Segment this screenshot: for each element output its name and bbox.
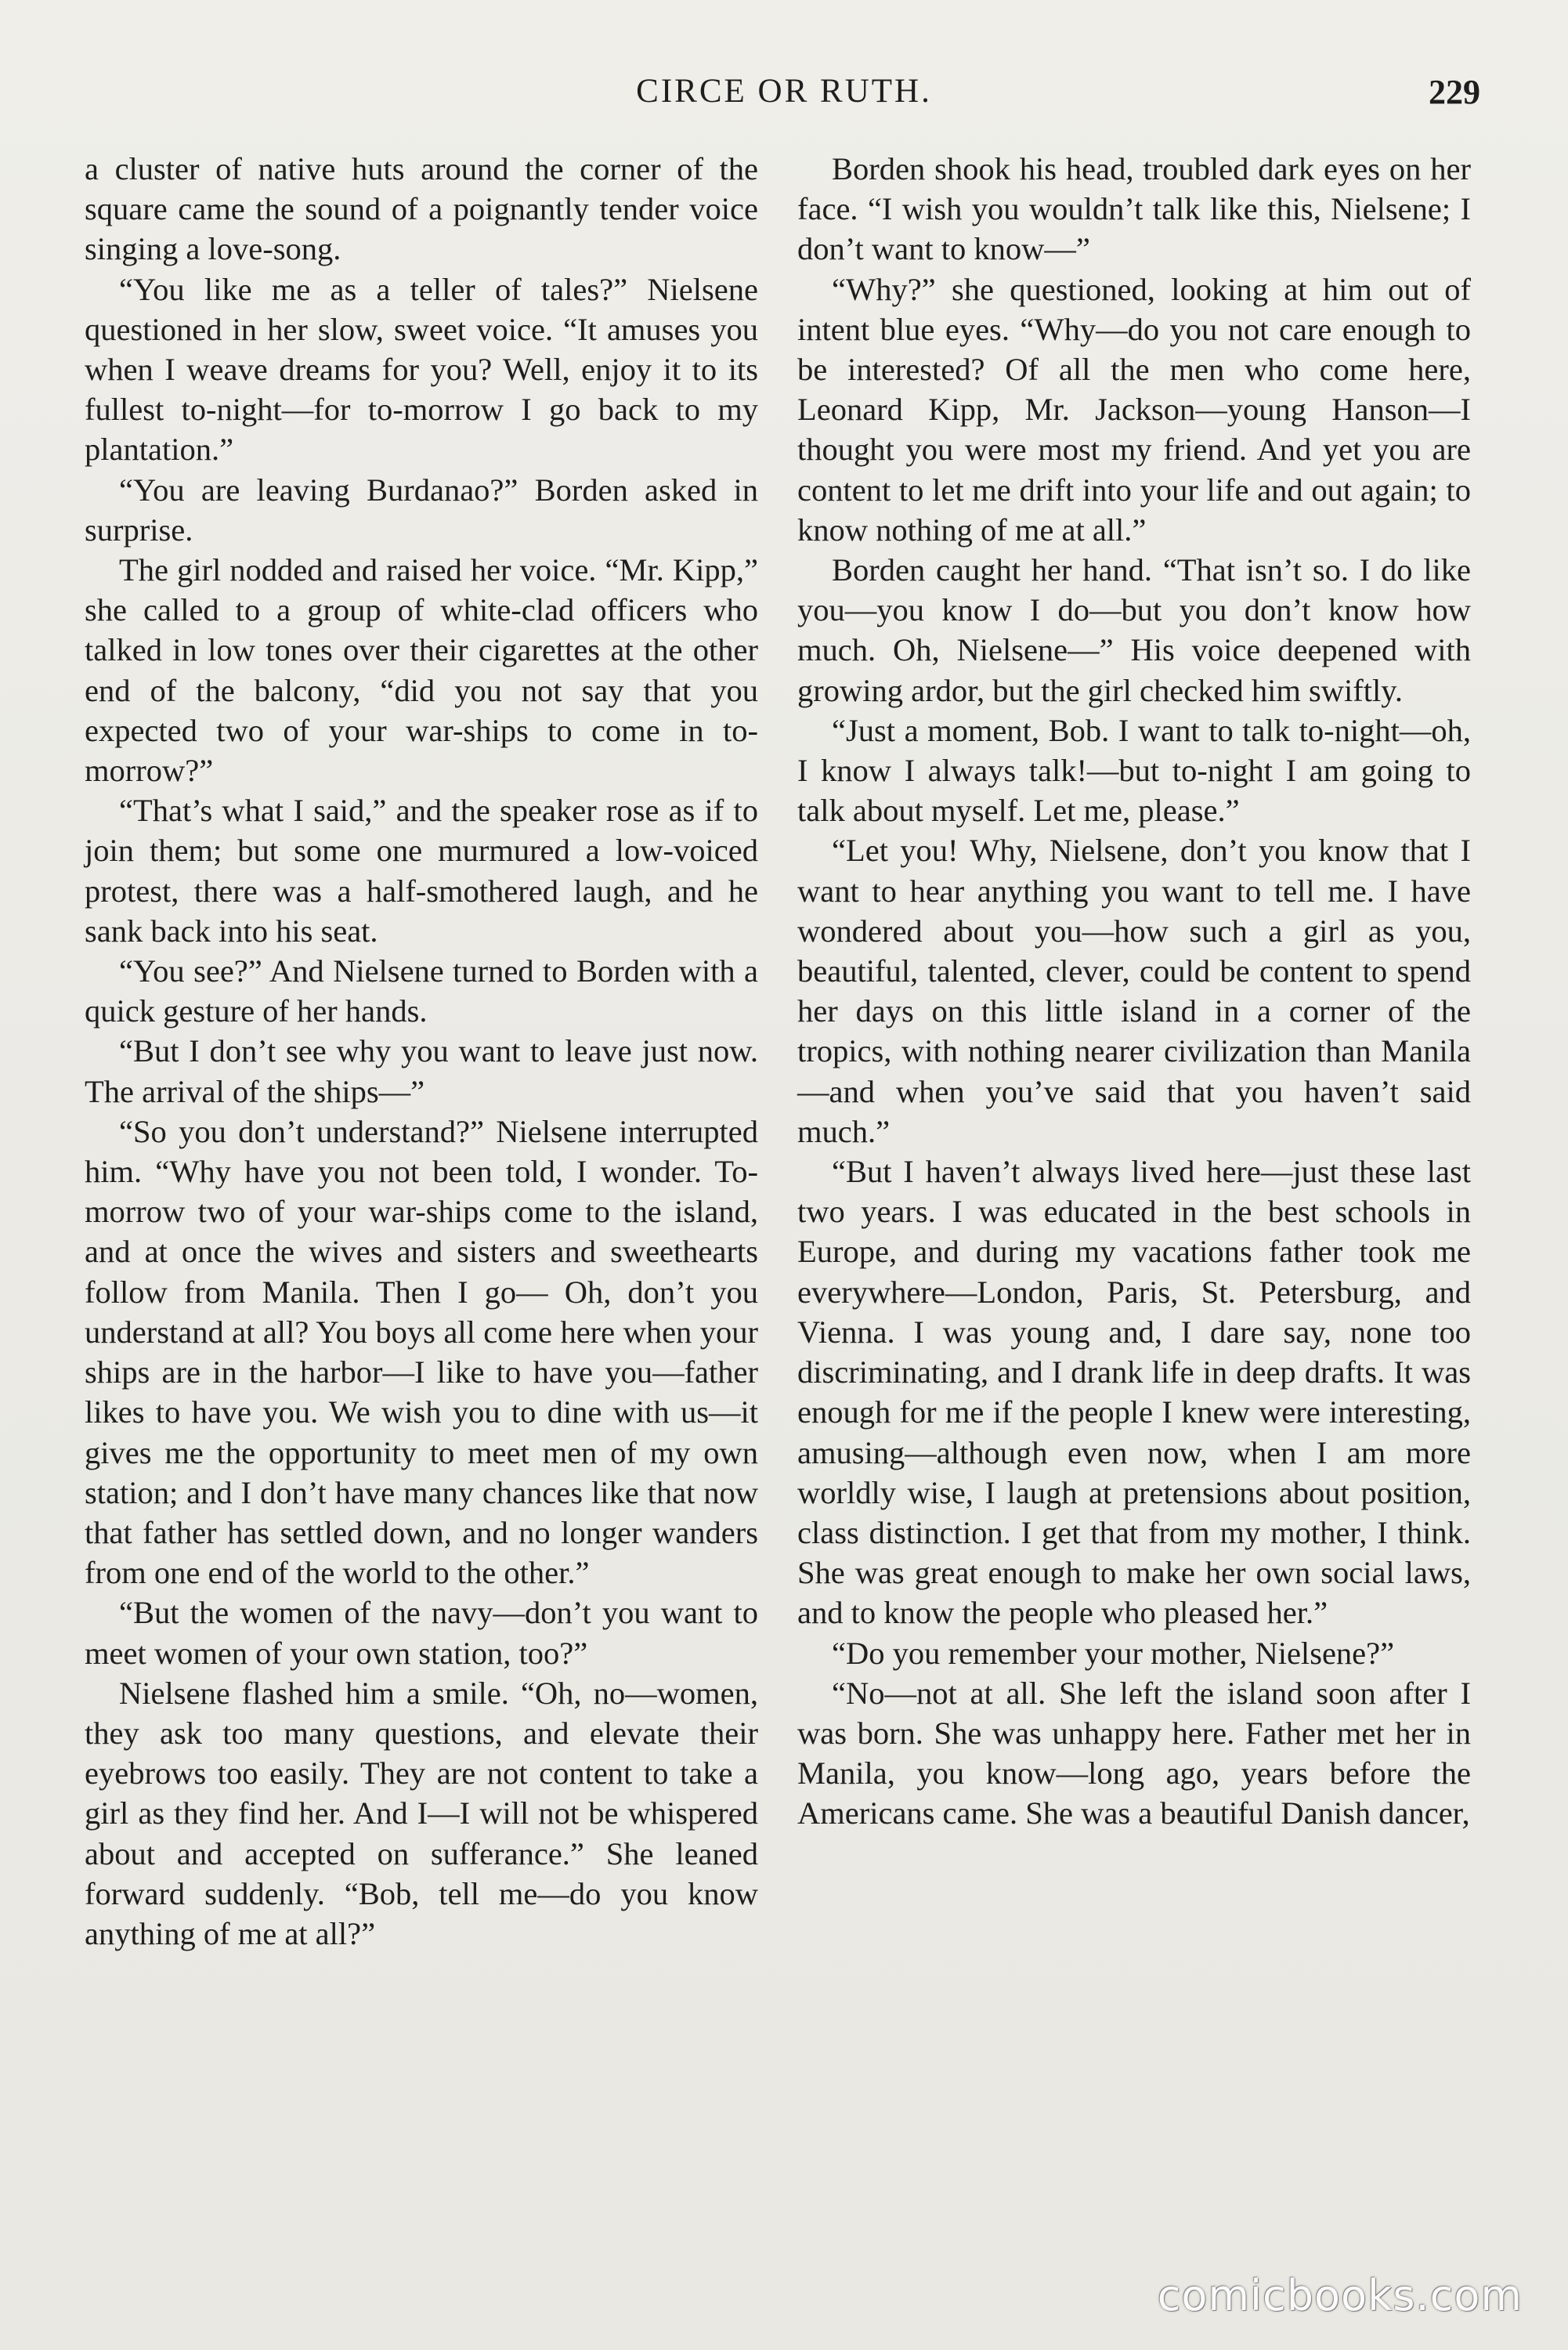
- page-header: [0, 72, 1568, 119]
- paragraph: “Just a moment, Bob. I want to talk to-night—oh, I know I always talk!—but to-night I am going to talk about myself. Let me, please.”: [797, 712, 1471, 829]
- paragraph: “So you don’t understand?” Nielsene interrupted him. “Why have you not been told, I wonder. To-morrow two of your war-ships come to the island, and at once the wives and sisters and sweethearts follow from Manila. Then I go— Oh, don’t you understand at all? You boys all come here when your ships are in the harbor—I like to have you—father likes to have you. We wish you to dine with us—it gives me the opportunity to meet men of my own station; and I don’t have many chances like that now that father has settled down, and no longer wanders from one end of the world to the other.”: [85, 1113, 758, 1591]
- paragraph: “You see?” And Nielsene turned to Borden with a quick gesture of her hands.: [85, 953, 758, 1029]
- paragraph: “But I don’t see why you want to leave just now. The arrival of the ships—”: [85, 1033, 758, 1109]
- paragraph: “You like me as a teller of tales?” Nielsene questioned in her slow, sweet voice. “It amuses you when I weave dreams for you? Well, enjoy it to its fullest to-night—for to-morrow I go back to my plantation.”: [85, 271, 758, 468]
- paragraph: “No—not at all. She left the island soon after I was born. She was unhappy here. Father met her in Manila, you know—long ago, years before the Americans came. She was a beautiful Danish dancer,: [797, 1675, 1471, 1831]
- running-title: CIRCE OR RUTH.: [636, 73, 932, 110]
- left-column: [85, 149, 758, 1954]
- paragraph: “You are leaving Burdanao?” Borden asked in surprise.: [85, 472, 758, 548]
- paragraph: Nielsene flashed him a smile. “Oh, no—women, they ask too many questions, and elevate their eyebrows too easily. They are not content to take a girl as they find her. And I—I will not be whispered about and accepted on sufferance.” She leaned forward suddenly. “Bob, tell me—do you know anything of me at all?”: [85, 1675, 758, 1951]
- right-column: [797, 149, 1471, 1834]
- paragraph: “That’s what I said,” and the speaker rose as if to join them; but some one murmured a low-voiced protest, there was a half-smothered laugh, and he sank back into his seat.: [85, 793, 758, 949]
- paragraph: “But I haven’t always lived here—just these last two years. I was educated in the best schools in Europe, and during my vacations father took me everywhere—London, Paris, St. Petersburg, and Vienna. I was young and, I dare say, none too discriminating, and I drank life in deep drafts. It was enough for me if the people I knew were interesting, amusing—although even now, when I am more worldly wise, I laugh at pretensions about position, class distinction. I get that from my mother, I think. She was great enough to make her own social laws, and to know the people who pleased her.”: [797, 1154, 1471, 1631]
- paragraph: The girl nodded and raised her voice. “Mr. Kipp,” she called to a group of white-clad officers who talked in low tones over their cigarettes at the other end of the balcony, “did you not say that you expected two of your war-ships to come in to-morrow?”: [85, 552, 758, 789]
- paragraph: “Why?” she questioned, looking at him out of intent blue eyes. “Why—do you not care enough to be interested? Of all the men who come here, Leonard Kipp, Mr. Jackson—young Hanson—I thought you were most my friend. And yet you are content to let me drift into your life and out again; to know nothing of me at all.”: [797, 271, 1471, 548]
- paragraph: Borden shook his head, troubled dark eyes on her face. “I wish you wouldn’t talk like this, Nielsene; I don’t want to know—”: [797, 151, 1471, 267]
- page-number: 229: [1429, 73, 1480, 111]
- paragraph: “Let you! Why, Nielsene, don’t you know that I want to hear anything you want to tell me. I have wondered about you—how such a girl as you, beautiful, talented, clever, could be content to spend her days on this little island in a corner of the tropics, with nothing nearer civilization than Manila—and when you’ve said that you haven’t said much.”: [797, 833, 1471, 1149]
- paragraph: Borden caught her hand. “That isn’t so. I do like you—you know I do—but you don’t know how much. Oh, Nielsene—” His voice deepened with growing ardor, but the girl checked him swiftly.: [797, 552, 1471, 708]
- paragraph: “Do you remember your mother, Nielsene?”: [832, 1635, 1395, 1671]
- watermark-logo: comicbooks.com: [1157, 2271, 1523, 2320]
- paragraph: “But the women of the navy—don’t you want to meet women of your own station, too?”: [85, 1595, 758, 1671]
- paragraph: a cluster of native huts around the corner of the square came the sound of a poignantly tender voice singing a love-song.: [85, 151, 758, 267]
